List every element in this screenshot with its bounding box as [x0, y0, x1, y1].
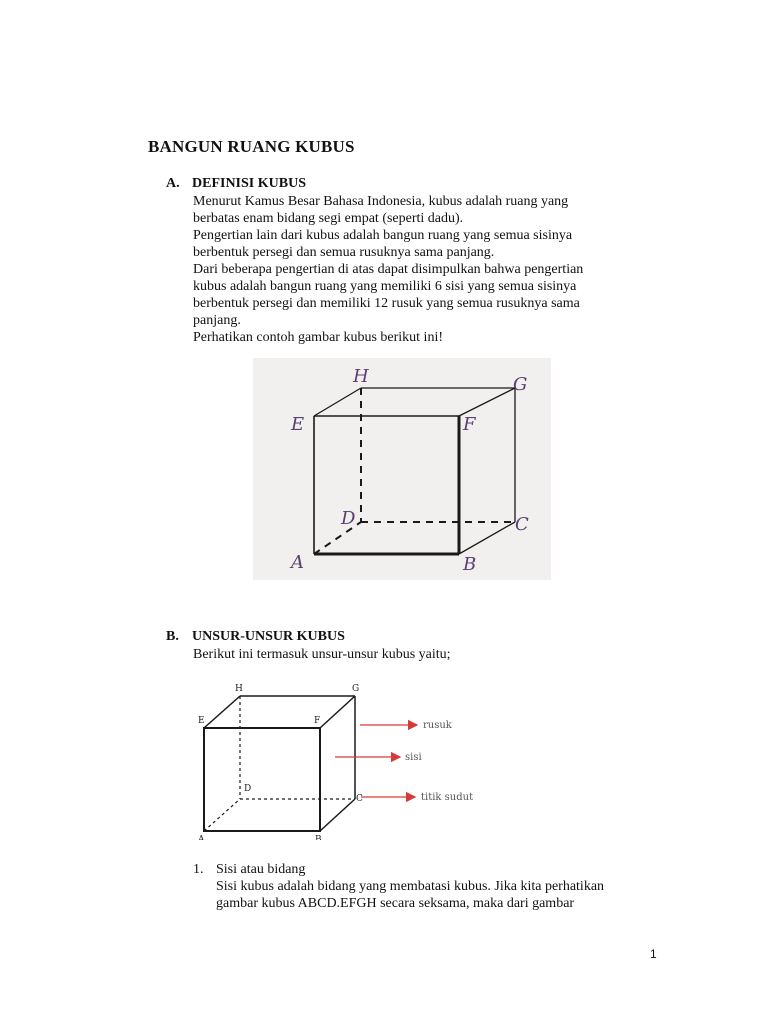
- vertex-label-d: D: [341, 508, 356, 529]
- section-a-body: [193, 193, 663, 346]
- numbered-list: [193, 861, 604, 912]
- vertex-label-c: C: [356, 794, 363, 804]
- vertex-label-f: F: [314, 716, 321, 726]
- section-b-heading: [166, 629, 345, 645]
- vertex-label-h: H: [235, 684, 243, 694]
- edge-bc: [320, 799, 355, 831]
- front-face: [204, 728, 320, 831]
- section-a-line: Menurut Kamus Besar Bahasa Indonesia, kubus adalah ruang yang: [193, 194, 569, 209]
- section-a-heading: [166, 176, 306, 192]
- page-title: BANGUN RUANG KUBUS: [148, 137, 355, 156]
- annotation-sisi: sisi: [405, 752, 422, 763]
- vertex-label-a: A: [198, 835, 205, 840]
- edge-eh: [204, 696, 240, 728]
- list-item-1-title: Sisi atau bidang: [216, 862, 306, 877]
- cube-figure-2: [195, 680, 505, 840]
- section-a-line: berbentuk persegi dan memiliki 12 rusuk yang semua rusuknya sama: [193, 296, 580, 311]
- vertex-label-e: E: [291, 414, 305, 435]
- section-a-line: berbatas enam bidang segi empat (seperti dadu).: [193, 211, 464, 226]
- annotation-rusuk: rusuk: [423, 720, 452, 731]
- edge-bc: [459, 522, 515, 554]
- edge-ad: [204, 799, 240, 831]
- section-a-line: berbentuk persegi dan semua rusuknya sama panjang.: [193, 245, 495, 260]
- vertex-label-e: E: [198, 716, 205, 726]
- edge-fg: [459, 388, 515, 416]
- section-a-line: Perhatikan contoh gambar kubus berikut ini!: [193, 330, 443, 345]
- list-item-1-number: 1.: [193, 862, 204, 877]
- vertex-label-a: A: [291, 552, 304, 573]
- section-b-intro: Berikut ini termasuk unsur-unsur kubus yaitu;: [193, 647, 451, 662]
- section-a-line: Dari beberapa pengertian di atas dapat disimpulkan bahwa pengertian: [193, 262, 584, 277]
- edge-fg: [320, 696, 355, 728]
- annotation-titik-sudut: titik sudut: [421, 792, 474, 803]
- edge-eh: [314, 388, 361, 416]
- section-a-marker: A.: [166, 176, 180, 191]
- section-b-title: UNSUR-UNSUR KUBUS: [192, 629, 345, 644]
- vertex-label-h: H: [353, 366, 369, 387]
- vertex-label-c: C: [515, 514, 529, 535]
- list-item-1-line: Sisi kubus adalah bidang yang membatasi kubus. Jika kita perhatikan: [216, 879, 605, 894]
- section-a-line: panjang.: [193, 313, 241, 328]
- vertex-label-g: G: [513, 374, 528, 395]
- vertex-label-f: F: [463, 414, 476, 435]
- vertex-label-b: B: [463, 554, 477, 575]
- section-a-line: Pengertian lain dari kubus adalah bangun ruang yang semua sisinya: [193, 228, 573, 243]
- section-b-marker: B.: [166, 629, 179, 644]
- vertex-label-d: D: [244, 784, 252, 794]
- section-a-line: kubus adalah bangun ruang yang memiliki 6 sisi yang semua sisinya: [193, 279, 577, 294]
- list-item-1-line: gambar kubus ABCD.EFGH secara seksama, maka dari gambar: [216, 896, 575, 911]
- page-number: 1: [650, 947, 657, 961]
- list-item-1-heading: [193, 861, 604, 878]
- section-a-title: DEFINISI KUBUS: [192, 176, 306, 191]
- vertex-label-g: G: [352, 684, 360, 694]
- cube-figure-1: [253, 358, 551, 580]
- vertex-label-b: B: [315, 835, 322, 840]
